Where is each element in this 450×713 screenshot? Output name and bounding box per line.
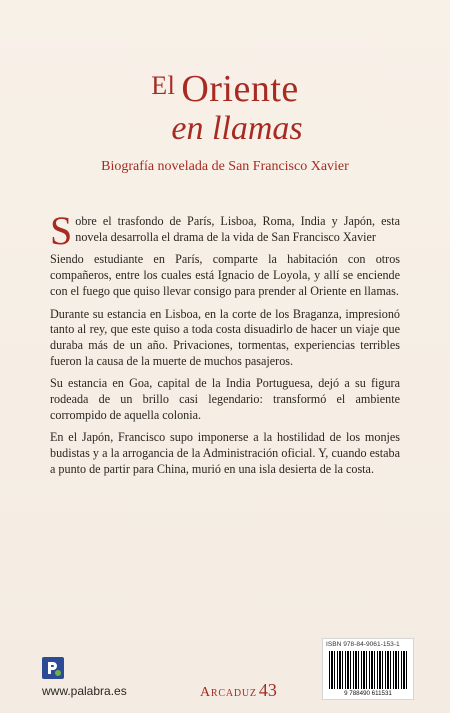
collection-name: Arcaduz bbox=[200, 685, 257, 700]
publisher-url: www.palabra.es bbox=[42, 684, 127, 698]
title-prefix: El bbox=[151, 71, 176, 100]
collection-number: 43 bbox=[258, 680, 277, 700]
synopsis-paragraph-3: Durante su estancia en Lisboa, en la corte de los Braganza, impresionó tanto al rey, que este quiso a toda costa disuadirlo de hacer un viaje que duraba más de un año. Privaciones, tormentas, experiencias terribles fueron la causa de la muerte de muchos pasajeros. bbox=[50, 306, 400, 368]
synopsis-paragraph-1-text: obre el trasfondo de París, Lisboa, Roma, India y Japón, esta novela desarrolla el drama de la vida de San Francisco Xavier bbox=[75, 214, 400, 244]
synopsis-paragraph-4: Su estancia en Goa, capital de la India Portuguesa, dejó a su figura rodeada de un brillo casi legendario: transformó el ambiente corrompido de aquella colonia. bbox=[50, 376, 400, 422]
barcode-digits: 9 788490 611531 bbox=[344, 690, 392, 697]
subtitle: Biografía novelada de San Francisco Xavier bbox=[101, 159, 349, 174]
isbn-label: ISBN 978-84-9061-153-1 bbox=[326, 641, 400, 648]
palabra-logo-icon bbox=[42, 657, 64, 679]
title-main: Oriente bbox=[181, 68, 299, 110]
synopsis-paragraph-5: En el Japón, Francisco supo imponerse a la hostilidad de los monjes budistas y a la arrogancia de la Administración oficial. Y, cuando estaba a punto de partir para China, murió en una isla desierta de la costa. bbox=[50, 430, 400, 476]
synopsis-paragraph-2: Siendo estudiante en París, comparte la habitación con otros compañeros, entre los cuales está Ignacio de Loyola, y allí se enciende con el fuego que quiso llevar consigo para prender al Oriente en llamas. bbox=[50, 252, 400, 298]
synopsis-paragraph-1 bbox=[50, 208, 400, 253]
title-line-2: en llamas bbox=[171, 110, 303, 147]
title bbox=[0, 70, 450, 146]
collection-label bbox=[200, 680, 277, 701]
isbn-block bbox=[322, 638, 414, 700]
drop-cap: S bbox=[50, 208, 73, 253]
synopsis bbox=[50, 208, 400, 485]
barcode-icon bbox=[329, 651, 407, 689]
title-line-1 bbox=[151, 70, 299, 108]
